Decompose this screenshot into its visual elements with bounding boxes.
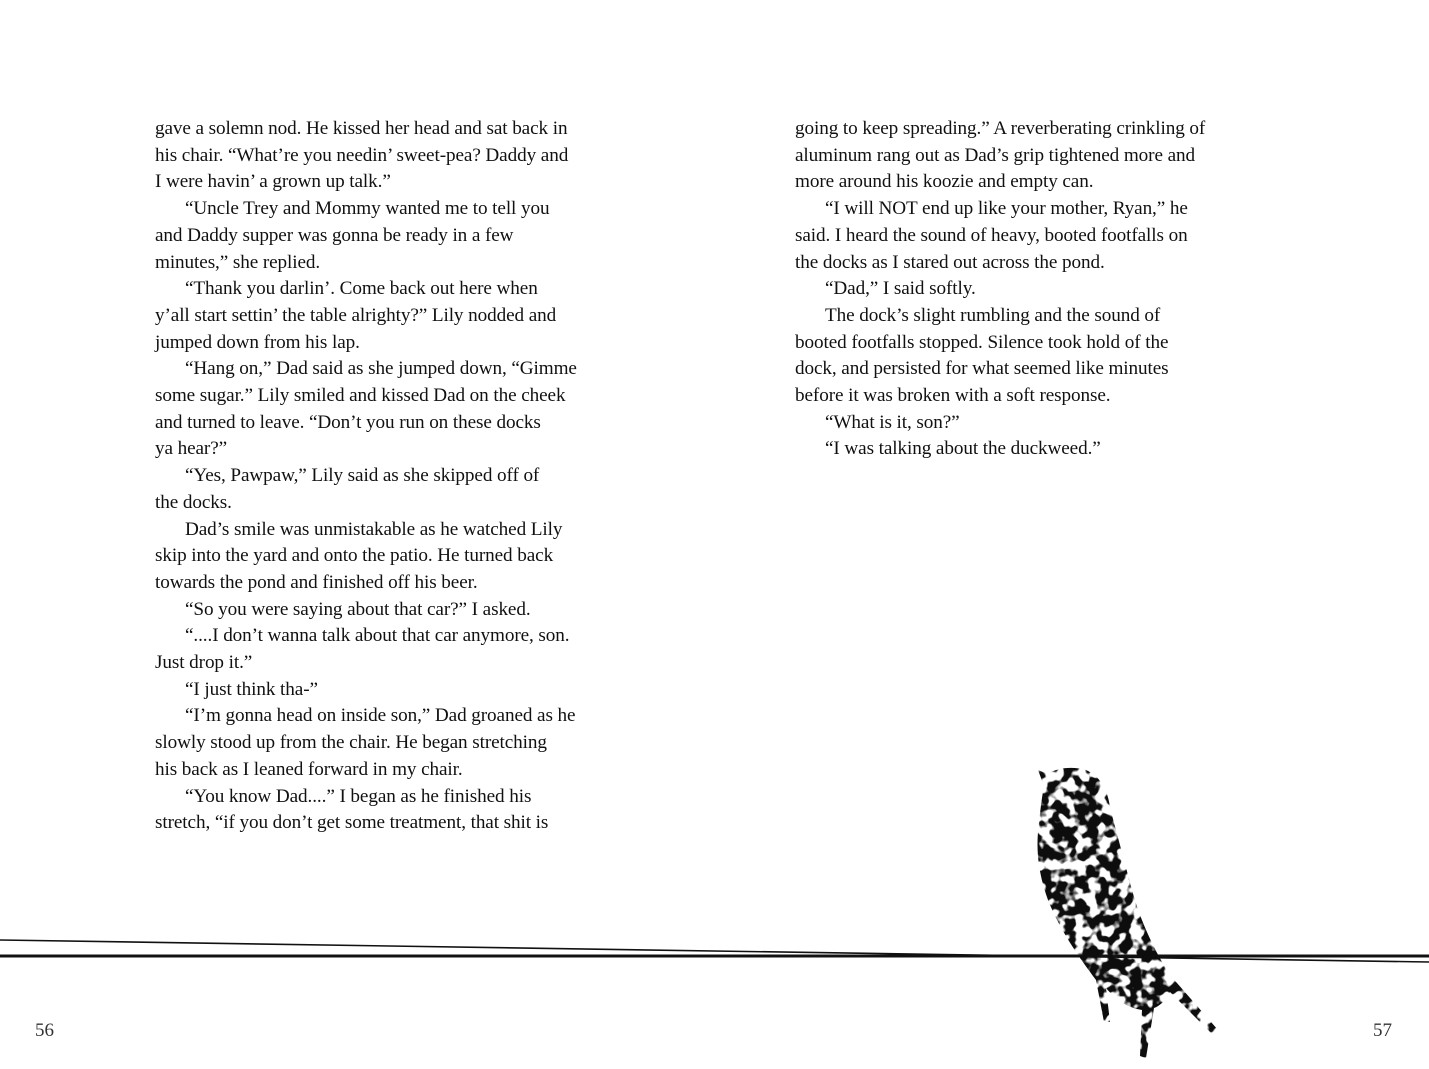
text-line: “....I don’t wanna talk about that car anymore, son. [185, 625, 570, 647]
text-line: booted footfalls stopped. Silence took hold of the [795, 331, 1169, 353]
text-line: towards the pond and finished off his beer. [155, 571, 478, 593]
bird-icon [1020, 760, 1230, 1060]
text-line: his back as I leaned forward in my chair. [155, 758, 463, 780]
text-line: Dad’s smile was unmistakable as he watched Lily [185, 518, 563, 540]
text-line: said. I heard the sound of heavy, booted footfalls on [795, 224, 1188, 246]
text-line: “Thank you darlin’. Come back out here when [185, 278, 538, 300]
text-line: “What is it, son?” [825, 411, 960, 433]
text-line: The dock’s slight rumbling and the sound of [825, 304, 1161, 326]
text-line: his chair. “What’re you needin’ sweet-pea? Daddy and [155, 144, 569, 166]
text-line: “Yes, Pawpaw,” Lily said as she skipped off of [185, 465, 540, 487]
text-line: Just drop it.” [155, 652, 253, 674]
page-number-left: 56 [35, 1020, 54, 1041]
right-page-text [795, 116, 1295, 463]
text-line: “Dad,” I said softly. [825, 278, 976, 300]
text-line: minutes,” she replied. [155, 251, 321, 273]
text-line: more around his koozie and empty can. [795, 171, 1094, 193]
text-line: and turned to leave. “Don’t you run on these docks [155, 411, 541, 433]
text-line: dock, and persisted for what seemed like minutes [795, 358, 1169, 380]
text-line: “I was talking about the duckweed.” [825, 438, 1101, 460]
text-line: and Daddy supper was gonna be ready in a few [155, 224, 514, 246]
text-line: slowly stood up from the chair. He began stretching [155, 732, 547, 754]
text-line: y’all start settin’ the table alrighty?” Lily nodded and [155, 304, 557, 326]
text-line: aluminum rang out as Dad’s grip tightened more and [795, 144, 1195, 166]
text-line: ya hear?” [155, 438, 228, 460]
text-line: “You know Dad....” I began as he finished his [185, 785, 532, 807]
text-line: the docks as I stared out across the pond. [795, 251, 1105, 273]
text-line: jumped down from his lap. [155, 331, 360, 353]
text-line: going to keep spreading.” A reverberating crinkling of [795, 118, 1206, 139]
text-line: “Hang on,” Dad said as she jumped down, “Gimme [185, 358, 577, 380]
text-line: some sugar.” Lily smiled and kissed Dad on the cheek [155, 385, 566, 407]
text-line: the docks. [155, 491, 232, 513]
left-page-text [155, 116, 655, 837]
text-line: “I’m gonna head on inside son,” Dad groaned as he [185, 705, 576, 727]
text-line: “So you were saying about that car?” I asked. [185, 598, 531, 620]
text-line: “Uncle Trey and Mommy wanted me to tell you [185, 198, 550, 220]
text-line: before it was broken with a soft response. [795, 385, 1111, 407]
text-line: skip into the yard and onto the patio. He turned back [155, 545, 554, 567]
text-line: gave a solemn nod. He kissed her head and sat back in [155, 118, 568, 139]
page-number-right: 57 [1373, 1020, 1392, 1041]
text-line: stretch, “if you don’t get some treatment, that shit is [155, 812, 549, 834]
text-line: I were havin’ a grown up talk.” [155, 171, 391, 193]
text-line: “I will NOT end up like your mother, Ryan,” he [825, 198, 1188, 220]
text-line: “I just think tha-” [185, 678, 318, 700]
